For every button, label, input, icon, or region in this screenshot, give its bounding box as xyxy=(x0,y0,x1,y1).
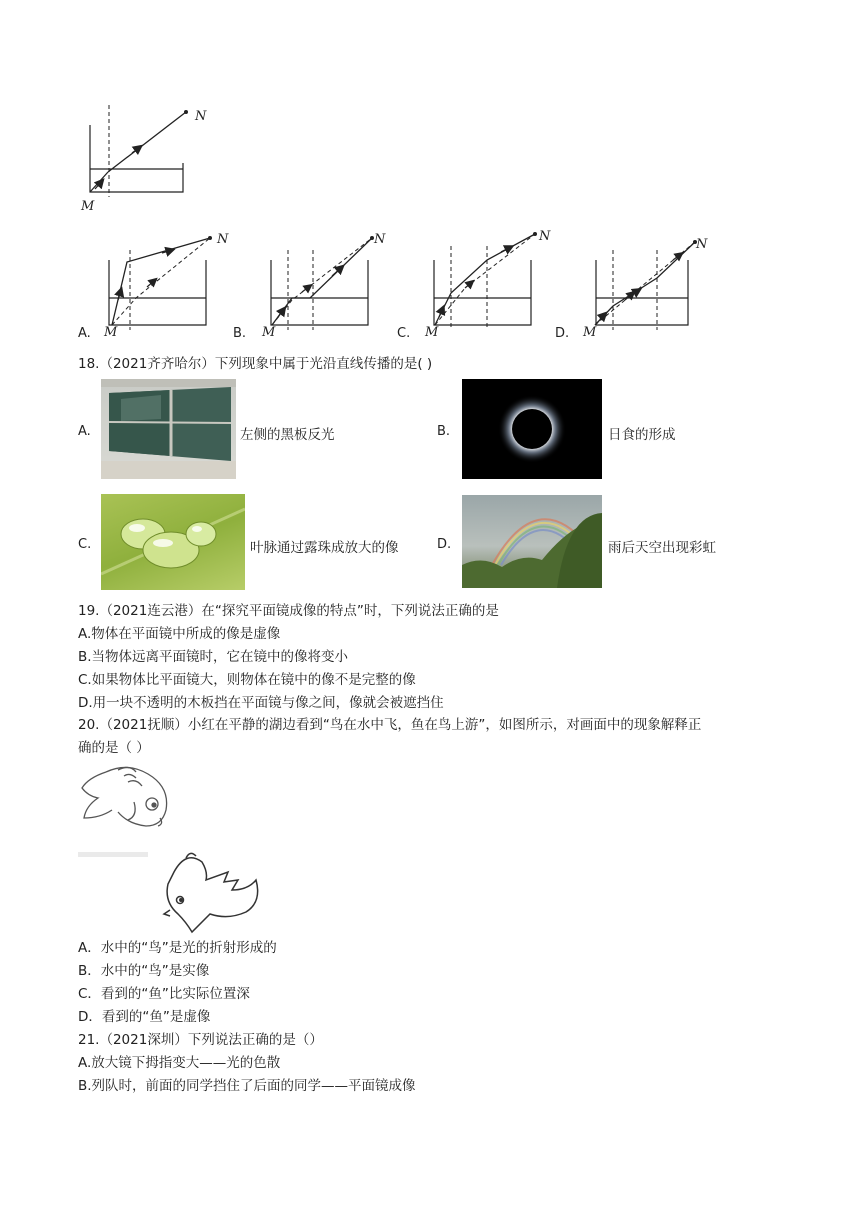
solar-eclipse-photo[interactable] xyxy=(462,379,602,479)
q20-option-b[interactable]: B．水中的“鸟”是实像 xyxy=(78,963,210,979)
q17-c-label-n: N xyxy=(539,229,551,244)
q18-option-b-caption: 日食的形成 xyxy=(608,427,676,443)
q20-stem-line2: 确的是（ ） xyxy=(78,740,150,756)
q20-option-c[interactable]: C．看到的“鱼”比实际位置深 xyxy=(78,986,250,1002)
q20-option-d[interactable]: D．看到的“鱼”是虚像 xyxy=(78,1009,211,1025)
q17-option-b-figure[interactable] xyxy=(262,228,402,338)
q17-stem-label-m: M xyxy=(81,199,95,214)
q17-c-label-m: M xyxy=(425,325,439,340)
q17-stem-label-n: N xyxy=(195,109,207,124)
q18-option-d-letter: D. xyxy=(437,537,452,552)
q21-stem: 21.（2021深圳）下列说法正确的是（） xyxy=(78,1032,323,1048)
q18-option-a-caption: 左侧的黑板反光 xyxy=(240,427,335,443)
q19-option-c[interactable]: C.如果物体比平面镜大，则物体在镜中的像不是完整的像 xyxy=(78,672,416,688)
q17-option-a-letter: A. xyxy=(78,326,91,341)
q19-option-a[interactable]: A.物体在平面镜中所成的像是虚像 xyxy=(78,626,281,642)
q18-option-c-letter: C. xyxy=(78,537,92,552)
q17-stem-figure xyxy=(78,105,218,215)
q17-option-a-figure[interactable] xyxy=(100,228,240,338)
q17-option-c-letter: C. xyxy=(397,326,411,341)
q17-b-label-m: M xyxy=(262,325,276,340)
q18-option-d-caption: 雨后天空出现彩虹 xyxy=(608,540,716,556)
q17-d-label-n: N xyxy=(696,237,708,252)
q17-b-label-n: N xyxy=(374,232,386,247)
q19-stem: 19.（2021连云港）在“探究平面镜成像的特点”时，下列说法正确的是 xyxy=(78,603,499,619)
q17-option-d-figure[interactable] xyxy=(585,228,725,338)
q18-option-c-caption: 叶脉通过露珠成放大的像 xyxy=(250,540,399,556)
q20-option-a[interactable]: A．水中的“鸟”是光的折射形成的 xyxy=(78,940,277,956)
rainbow-photo[interactable] xyxy=(462,495,602,588)
q17-a-label-m: M xyxy=(104,325,118,340)
blackboard-photo[interactable] xyxy=(101,379,236,479)
q20-stem-line1: 20.（2021抚顺）小红在平静的湖边看到“鸟在水中飞，鱼在鸟上游”，如图所示，对画面中的现象解释正 xyxy=(78,717,702,733)
q17-option-c-figure[interactable] xyxy=(425,228,565,338)
q17-option-d-letter: D. xyxy=(555,326,570,341)
q19-option-b[interactable]: B.当物体远离平面镜时，它在镜中的像将变小 xyxy=(78,649,349,665)
q21-option-b[interactable]: B.列队时，前面的同学挡住了后面的同学——平面镜成像 xyxy=(78,1078,416,1094)
q17-a-label-n: N xyxy=(217,232,229,247)
q19-option-d[interactable]: D.用一块不透明的木板挡在平面镜与像之间，像就会被遮挡住 xyxy=(78,695,444,711)
q17-d-label-m: M xyxy=(583,325,597,340)
q21-option-a[interactable]: A.放大镜下拇指变大——光的色散 xyxy=(78,1055,281,1071)
q17-option-b-letter: B. xyxy=(233,326,247,341)
q18-option-a-letter: A. xyxy=(78,424,91,439)
q20-fish-bird-figure xyxy=(78,762,278,937)
q18-stem: 18.（2021齐齐哈尔）下列现象中属于光沿直线传播的是( ) xyxy=(78,356,433,372)
q18-option-b-letter: B. xyxy=(437,424,451,439)
fish-drawing xyxy=(82,767,167,826)
dewdrop-photo[interactable] xyxy=(101,494,245,590)
bird-drawing xyxy=(164,853,258,932)
